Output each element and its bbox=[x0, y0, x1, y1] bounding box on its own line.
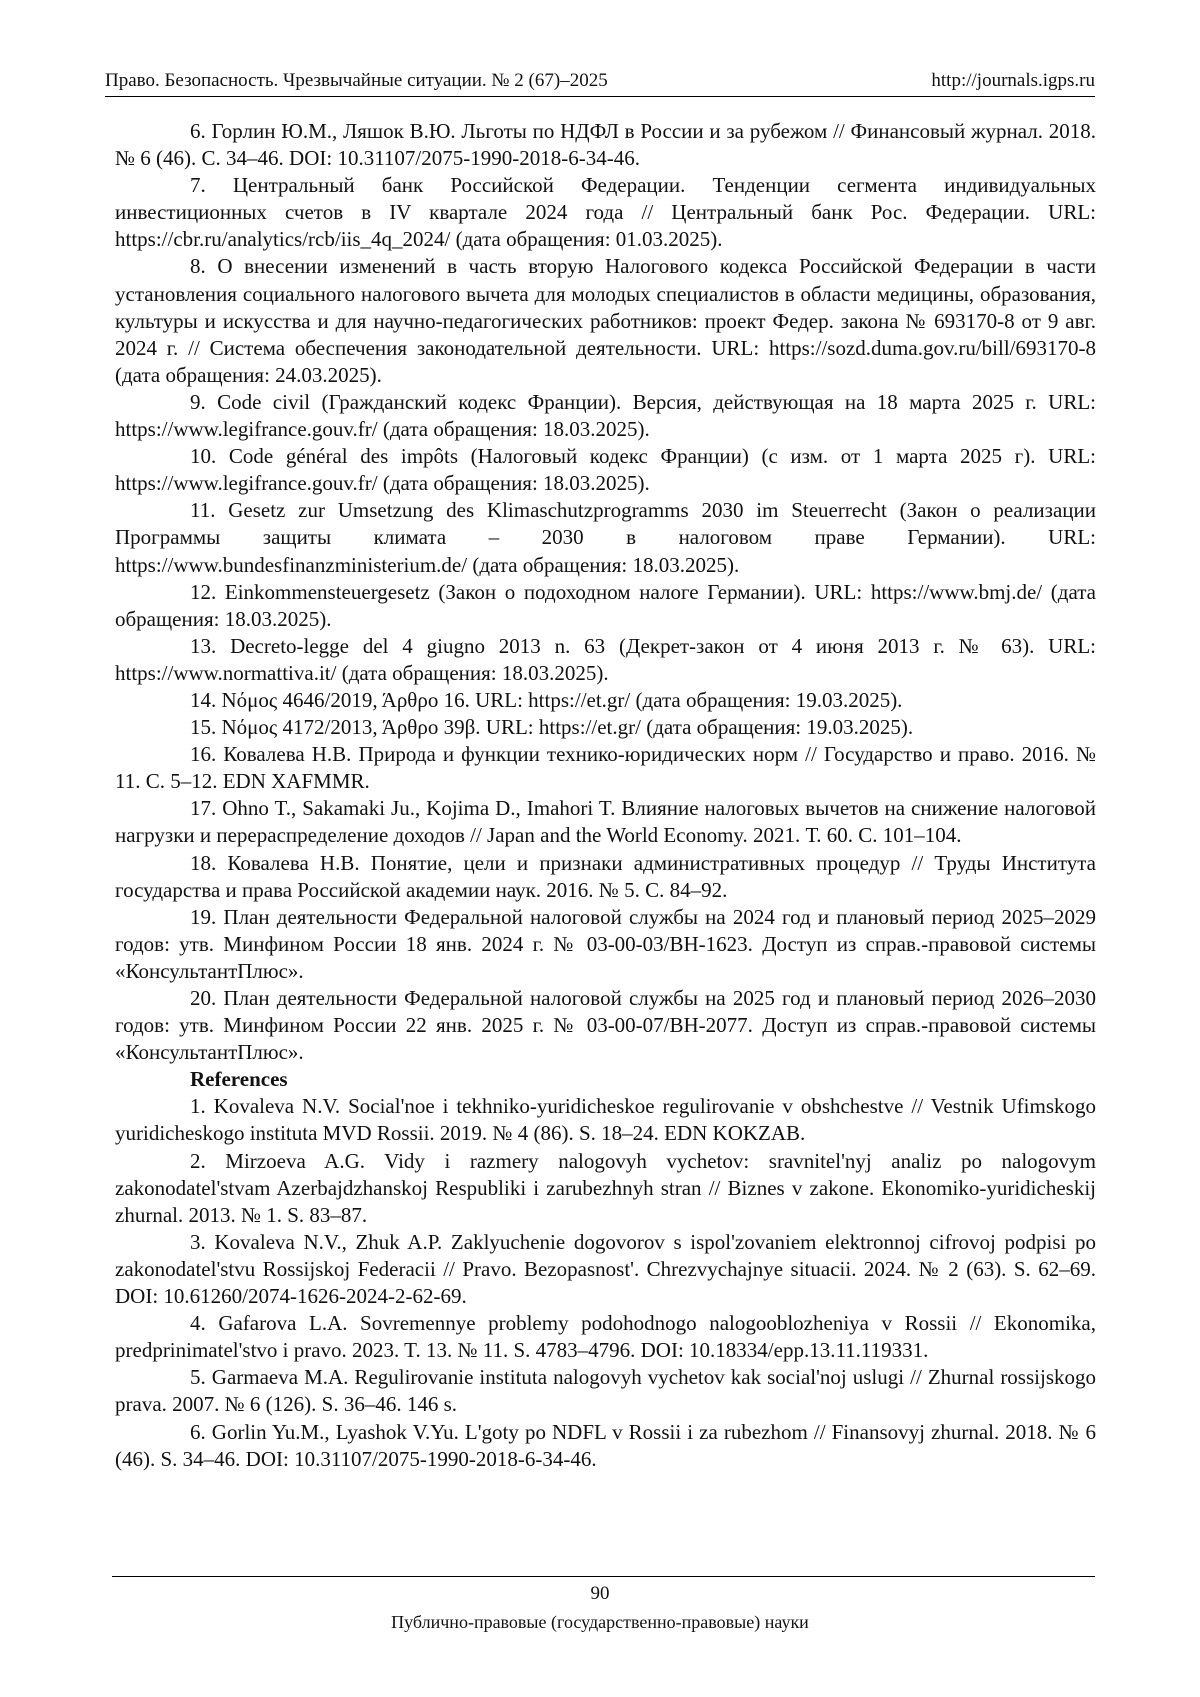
reference-entry: 2. Mirzoeva A.G. Vidy i razmery nalogovyh vychetov: sravnitel'nyj analiz po nalogovym zakonodatel'stvam Azerbajdzhanskoj Respubliki i zarubezhnyh stran // Biznes v zakone. Ekonomiko-yuridicheskij zhurnal. 2013. № 1. S. 83–87. bbox=[115, 1148, 1096, 1227]
source-entry: 10. Code général des impôts (Налоговый кодекс Франции) (с изм. от 1 марта 2025 г). URL: https://www.legifrance.gouv.fr/ (дата обращения: 18.03.2025). bbox=[115, 444, 1096, 496]
footer-divider bbox=[112, 1576, 1095, 1577]
page-body bbox=[115, 118, 1096, 1473]
source-entry: 19. План деятельности Федеральной налоговой службы на 2024 год и плановый период 2025–2029 годов: утв. Минфином России 18 янв. 2024 г. № 03-00-03/ВН-1623. Доступ из справ.-правовой системы «КонсультантПлюс». bbox=[115, 904, 1096, 983]
header-divider bbox=[105, 96, 1095, 97]
source-entry: 8. О внесении изменений в часть вторую Налогового кодекса Российской Федерации в части установления социального налогового вычета для молодых специалистов в области медицины, образования, культуры и искусства и для научно-педагогических работников: проект Федер. закона № 693170-8 от 9 авг. 2024 г. // Система обеспечения законодательной деятельности. URL: https://sozd.duma.gov.ru/bill/693170-8 (дата обращения: 24.03.2025). bbox=[115, 254, 1096, 387]
source-entry: 13. Decreto-legge del 4 giugno 2013 n. 63 (Декрет-закон от 4 июня 2013 г. № 63). URL: https://www.normattiva.it/ (дата обращения: 18.03.2025). bbox=[115, 633, 1096, 685]
reference-entry: 5. Garmaeva M.A. Regulirovanie instituta nalogovyh vychetov kak social'noj uslugi // Zhurnal rossijskogo prava. 2007. № 6 (126). S. 36–46. 146 s. bbox=[115, 1365, 1096, 1417]
reference-entry: 3. Kovaleva N.V., Zhuk A.P. Zaklyuchenie dogovorov s ispol'zovaniem elektronnoj cifrovoj podpisi po zakonodatel'stvu Rossijskoj Federacii // Pravo. Bezopasnost'. Chrezvychajnye situacii. 2024. № 2 (63). S. 62–69. DOI: 10.61260/2074-1626-2024-2-62-69. bbox=[115, 1229, 1096, 1309]
source-entry: 9. Code civil (Гражданский кодекс Франции). Версия, действующая на 18 марта 2025 г. URL: https://www.legifrance.gouv.fr/ (дата обращения: 18.03.2025). bbox=[115, 389, 1096, 442]
running-header bbox=[105, 70, 1095, 92]
reference-entry: 1. Kovaleva N.V. Social'noe i tekhniko-yuridicheskoe regulirovanie v obshchestve // Vestnik Ufimskogo yuridicheskogo instituta MVD Rossii. 2019. № 4 (86). S. 18–24. EDN KOKZAB. bbox=[115, 1094, 1096, 1146]
section-title: Публично-правовые (государственно-правовые) науки bbox=[391, 1612, 809, 1632]
journal-title: Право. Безопасность. Чрезвычайные ситуации. № 2 (67)–2025 bbox=[105, 70, 608, 91]
reference-entry: 6. Gorlin Yu.M., Lyashok V.Yu. L'goty po NDFL v Rossii i za rubezhom // Finansovyj zhurnal. 2018. № 6 (46). S. 34–46. DOI: 10.31107/2075-1990-2018-6-34-46. bbox=[115, 1419, 1096, 1471]
source-entry: 18. Ковалева Н.В. Понятие, цели и признаки административных процедур // Труды Института государства и права Российской академии наук. 2016. № 5. С. 84–92. bbox=[115, 850, 1096, 902]
source-entry: 11. Gesetz zur Umsetzung des Klimaschutzprogramms 2030 im Steuerrecht (Закон о реализации Программы защиты климата – 2030 в налоговом праве Германии). URL: https://www.bundesfinanzministerium.de/ (дата обращения: 18.03.2025). bbox=[115, 498, 1096, 577]
reference-entry: 4. Gafarova L.A. Sovremennye problemy podohodnogo nalogooblozheniya v Rossii // Ekonomika, predprinimatel'stvo i pravo. 2023. T. 13. № 11. S. 4783–4796. DOI: 10.18334/epp.13.11.119331. bbox=[115, 1311, 1096, 1363]
page-number: 90 bbox=[590, 1583, 610, 1604]
source-entry: 12. Einkommensteuergesetz (Закон о подоходном налоге Германии). URL: https://www.bmj.de/ (дата обращения: 18.03.2025). bbox=[115, 579, 1096, 631]
references-heading: References bbox=[190, 1067, 288, 1092]
source-entry: 17. Ohno T., Sakamaki Ju., Kojima D., Imahori T. Влияние налоговых вычетов на снижение налоговой нагрузки и перераспределение доходов // Japan and the World Economy. 2021. Т. 60. С. 101–104. bbox=[115, 796, 1096, 848]
source-entry: 14. Νόμος 4646/2019, Άρθρο 16. URL: https://et.gr/ (дата обращения: 19.03.2025). bbox=[190, 687, 903, 712]
source-entry: 6. Горлин Ю.М., Ляшок В.Ю. Льготы по НДФЛ в России и за рубежом // Финансовый журнал. 2018. № 6 (46). С. 34–46. DOI: 10.31107/2075-1990-2018-6-34-46. bbox=[115, 119, 1096, 171]
source-entry: 7. Центральный банк Российской Федерации. Тенденции сегмента индивидуальных инвестиционных счетов в IV квартале 2024 года // Центральный банк Рос. Федерации. URL: https://cbr.ru/analytics/rcb/iis_4q_2024/ (дата обращения: 01.03.2025). bbox=[115, 173, 1096, 252]
source-entry: 20. План деятельности Федеральной налоговой службы на 2025 год и плановый период 2026–2030 годов: утв. Минфином России 22 янв. 2025 г. № 03-00-07/ВН-2077. Доступ из справ.-правовой системы «КонсультантПлюс». bbox=[115, 986, 1096, 1065]
source-entry: 15. Νόμος 4172/2013, Άρθρο 39β. URL: https://et.gr/ (дата обращения: 19.03.2025). bbox=[190, 715, 914, 740]
source-entry: 16. Ковалева Н.В. Природа и функции технико-юридических норм // Государство и право. 2016. № 11. С. 5–12. EDN XAFMMR. bbox=[115, 742, 1096, 794]
journal-url[interactable]: http://journals.igps.ru bbox=[931, 70, 1095, 91]
